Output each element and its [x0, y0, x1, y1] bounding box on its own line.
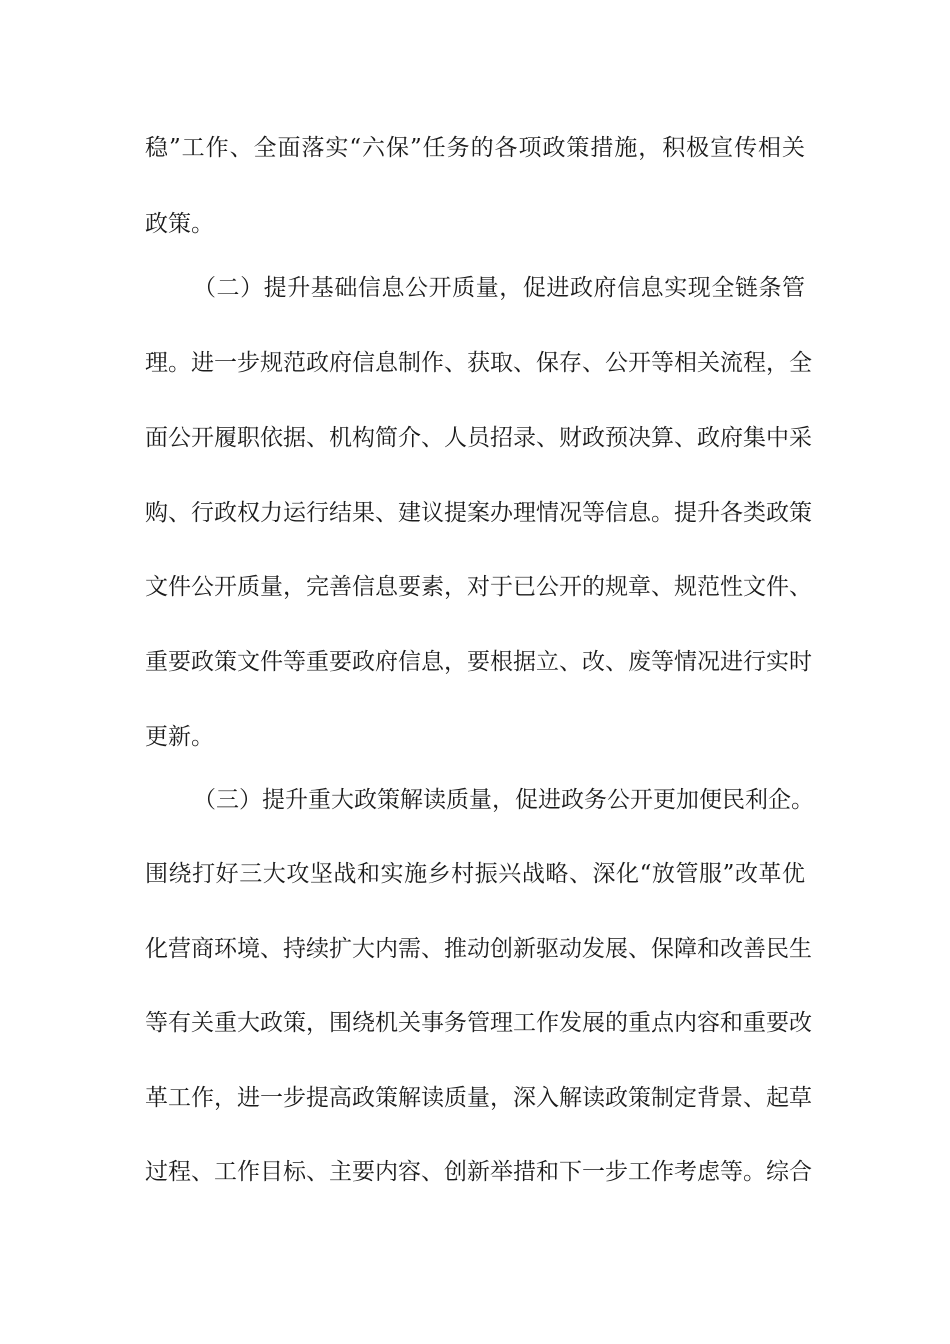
paragraph-3-line-4: 等有关重大政策，围绕机关事务管理工作发展的重点内容和重要改	[145, 1010, 812, 1036]
paragraph-3-heading-line: （三）提升重大政策解读质量，促进政务公开更加便民利企。	[193, 787, 814, 813]
paragraph-3-line-3: 化营商环境、持续扩大内需、推动创新驱动发展、保障和改善民生	[145, 936, 812, 962]
paragraph-1-line-1: 稳”工作、全面落实“六保”任务的各项政策措施，积极宣传相关	[145, 135, 805, 161]
paragraph-2-heading-line: （二）提升基础信息公开质量，促进政府信息实现全链条管	[193, 275, 805, 301]
paragraph-3-line-6: 过程、工作目标、主要内容、创新举措和下一步工作考虑等。综合	[145, 1159, 812, 1185]
paragraph-2-line-6: 重要政策文件等重要政府信息，要根据立、改、废等情况进行实时	[145, 649, 812, 675]
paragraph-2-line-5: 文件公开质量，完善信息要素，对于已公开的规章、规范性文件、	[145, 574, 812, 600]
paragraph-1-line-2: 政策。	[145, 211, 214, 237]
paragraph-2-line-2: 理。进一步规范政府信息制作、获取、保存、公开等相关流程，全	[145, 350, 812, 376]
paragraph-3-line-2: 围绕打好三大攻坚战和实施乡村振兴战略、深化“放管服”改革优	[145, 861, 805, 887]
paragraph-2-line-4: 购、行政权力运行结果、建议提案办理情况等信息。提升各类政策	[145, 500, 812, 526]
paragraph-3-line-5: 革工作，进一步提高政策解读质量，深入解读政策制定背景、起草	[145, 1085, 812, 1111]
paragraph-2-line-7: 更新。	[145, 724, 214, 750]
paragraph-2-line-3: 面公开履职依据、机构简介、人员招录、财政预决算、政府集中采	[145, 425, 812, 451]
